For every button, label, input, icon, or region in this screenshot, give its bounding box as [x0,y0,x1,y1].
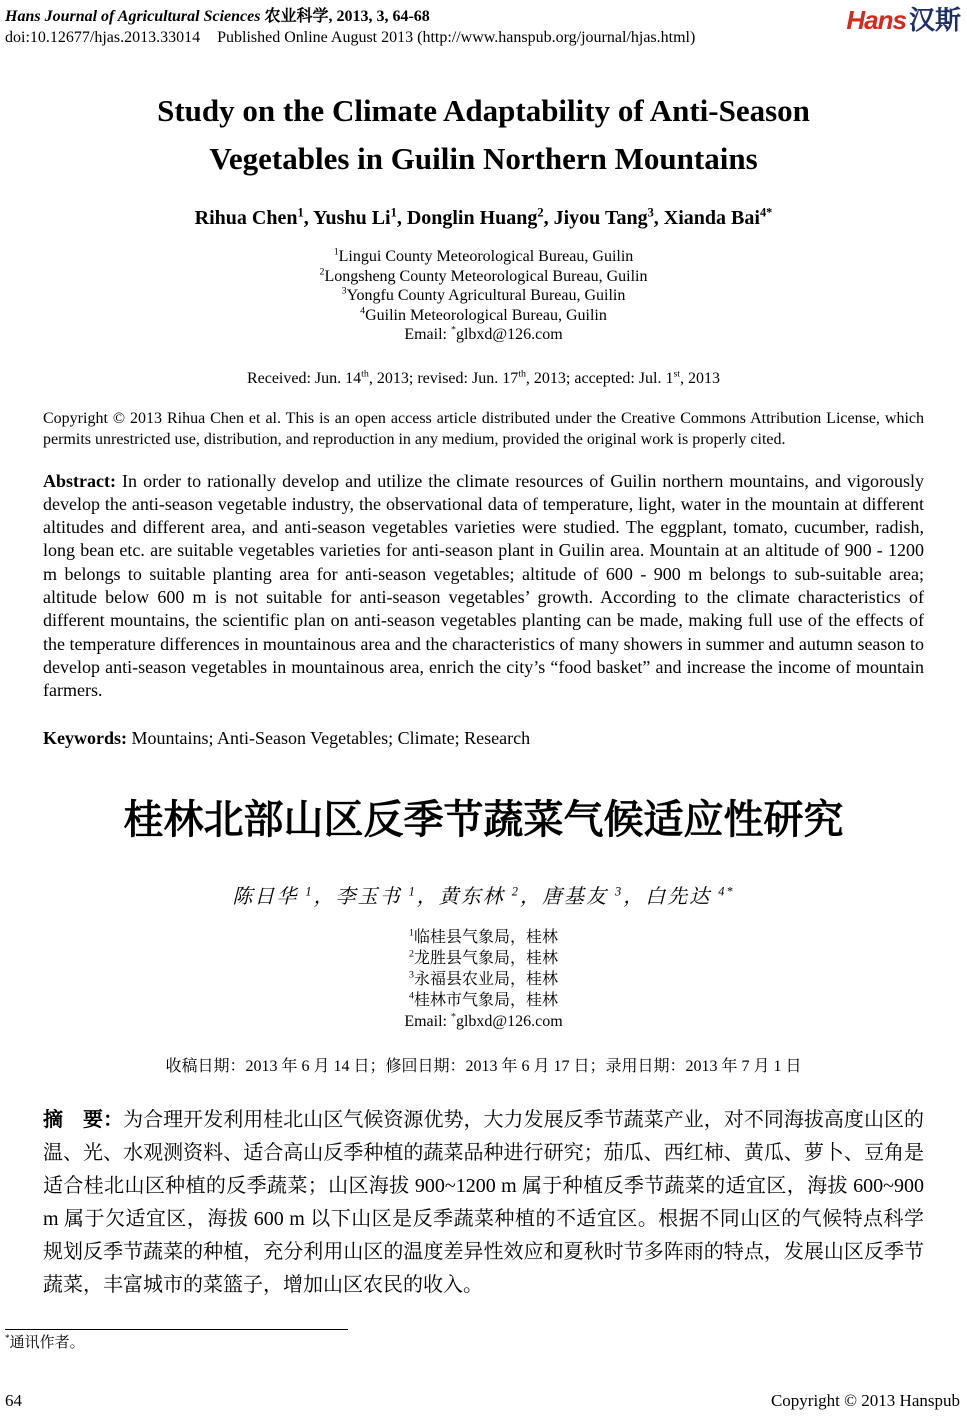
author-affiliation-sup: 4* [759,205,773,220]
author-name-zh: 陈日华 [232,886,306,909]
author-name-zh: ，李玉书 [313,886,409,909]
affiliation-line [43,306,924,326]
dates-segment: Received: Jun. 14 [246,369,362,387]
affiliation-line-zh [43,990,924,1011]
page-number: 64 [5,1391,22,1410]
email-line [43,325,924,345]
author-name-zh: ，白先达 [623,886,719,909]
abstract-text: In order to rationally develop and utilize the climate resources of Guilin northern mountains, and vigorously develop the anti-season vegetable industry, the observational data of temperature, light, water in the mountain at different altitudes and different area, and anti-season vegetables varieties were studied. The eggplant, tomato, cucumber, radish, long bean etc. are suitable vegetables varieties for anti-season plant in Guilin area. Mountain at an altitude of 900 - 1200 m belongs to suitable planting area for anti-season vegetables; altitude of 600 - 900 m belongs to sub-suitable area; altitude below 600 m is not suitable for anti-season vegetables’ growth. According to the climate characteristics of different mountains, the scientific plan on anti-season vegetables planting can be made, making full use of the effects of the temperature differences in mountainous area and the characteristics of many showers in summer and autumn season to develop anti-season vegetables in mountainous area, enrich the city’s “food basket” and increase the income of mountain farmers. [43,470,924,701]
ordinal-sup: th [518,368,526,380]
article-title-en: Study on the Climate Adaptability of Anti-Season Vegetables in Guilin Northern Mountains [157,93,810,176]
affiliation-sup: 4 [409,991,414,1003]
affiliation-text: Yongfu County Agricultural Bureau, Guilin [346,287,626,304]
article-body [0,87,967,1302]
journal-title-line [5,6,695,27]
abstract-en [43,470,924,703]
affiliation-line-zh [43,948,924,969]
affiliation-sup: 3 [341,285,347,297]
authors-en [43,205,924,232]
footer-copyright: Copyright © 2013 Hanspub [770,1391,960,1410]
dates-segment: , 2013; revised: Jun. 17 [368,369,519,387]
journal-info [5,6,695,49]
keywords-label: Keywords: [43,728,127,749]
affiliation-line-zh [43,969,924,990]
affiliation-sup: 4 [360,305,366,317]
doi-line [5,27,695,49]
affiliations-zh [43,927,924,1032]
dates-segment: , 2013; accepted: Jul. 1 [525,369,674,387]
affiliation-text-zh: 永福县农业局，桂林 [413,971,558,989]
hans-logo [846,6,961,34]
affiliation-text-zh: 桂林市气象局，桂林 [413,992,558,1010]
author-name: , Donglin Huang [396,207,538,229]
email-address: glbxd@126.com [455,1013,563,1031]
author-affiliation-sup: 1 [390,205,397,220]
hans-logo-en-text: Hans [846,5,906,35]
affiliation-line [43,247,924,267]
journal-title-en: Hans Journal of Agricultural Sciences [5,8,261,25]
author-name: , Jiyou Tang [543,207,648,229]
abstract-label: Abstract: [43,470,116,491]
affiliation-sup: 1 [333,246,339,258]
abstract-zh [43,1104,924,1302]
keywords [43,726,924,750]
hans-logo-zh-text: 汉斯 [908,5,961,35]
author-name-zh: ，黄东林 [416,886,512,909]
affiliation-text-zh: 临桂县气象局，桂林 [413,929,558,947]
author-name-zh: ，唐基友 [520,886,615,909]
affiliation-sup: 3 [409,970,414,982]
footnote-asterisk: * [5,1334,10,1344]
dates-en [43,368,924,389]
corresponding-author-asterisk: * [450,324,456,336]
dates-segment: , 2013 [680,369,721,387]
affiliation-sup: 2 [409,949,414,961]
email-line [43,1011,924,1032]
affiliation-sup: 1 [409,928,414,940]
page-footer [5,1391,960,1411]
affiliation-text-zh: 龙胜县气象局，桂林 [413,950,558,968]
author-affiliation-sup: 1 [297,205,304,220]
page-header [0,0,967,49]
author-affiliation-sup: 3 [615,884,624,899]
journal-title-zh: 农业科学, 2013, 3, 64-68 [264,8,430,25]
author-affiliation-sup: 2 [537,205,544,220]
article-title-zh: 桂林北部山区反季节蔬菜气候适应性研究 [123,798,844,843]
author-name: Rihua Chen [194,207,298,229]
footnote [5,1329,348,1354]
affiliation-line [43,267,924,287]
email-label: Email: [404,326,451,343]
ordinal-sup: th [361,368,369,380]
affiliations-en [43,247,924,345]
footnote-text-line [5,1333,348,1354]
footnote-text: 通讯作者。 [9,1335,85,1351]
author-affiliation-sup: 1 [408,884,417,899]
author-affiliation-sup: 3 [647,205,654,220]
email-address: glbxd@126.com [455,326,563,343]
author-affiliation-sup: 4* [718,884,735,899]
copyright-notice: Copyright © 2013 Rihua Chen et al. This is an open access article distributed under the Creative Commons Attribution License, which permits unrestricted use, distribution, and reproduction in any medium, provided the original work is properly cited. [43,409,924,448]
author-name: , Yushu Li [303,207,391,229]
author-affiliation-sup: 2 [511,884,520,899]
authors-zh [43,884,924,911]
keywords-text: Mountains; Anti-Season Vegetables; Climate; Research [127,728,531,749]
affiliation-text: Guilin Meteorological Bureau, Guilin [365,306,607,324]
abstract-text-zh: 为合理开发利用桂北山区气候资源优势，大力发展反季节蔬菜产业，对不同海拔高度山区的温、光、水观测资料、适合高山反季种植的蔬菜品种进行研究；茄瓜、西红柿、黄瓜、萝卜、豆角是适合桂北山区种植的反季蔬菜；山区海拔 900~1200 m 属于种植反季节蔬菜的适宜区，海拔 600~900 m 属于欠适宜区，海拔 600 m 以下山区是反季蔬菜种植的不适宜区。根据不同山区的气候特点科学规划反季节蔬菜的种植，充分利用山区的温度差异性效应和夏秋时节多阵雨的特点，发展山区反季节蔬菜，丰富城市的菜篮子，增加山区农民的收入。 [43,1109,925,1297]
doi-text: doi:10.12677/hjas.2013.33014 [5,29,201,46]
email-label: Email: [404,1013,451,1031]
published-online-text: Published Online August 2013 (http://www.hanspub.org/journal/hjas.html) [217,29,696,46]
abstract-label-zh: 摘 要： [43,1109,124,1132]
affiliation-text: Lingui County Meteorological Bureau, Guilin [338,248,634,265]
dates-zh: 收稿日期：2013 年 6 月 14 日；修回日期：2013 年 6 月 17 日；录用日期：2013 年 7 月 1 日 [165,1058,802,1076]
affiliation-sup: 2 [319,266,325,278]
author-name: , Xianda Bai [653,207,760,229]
footnote-rule [5,1329,348,1330]
ordinal-sup: st [673,368,681,380]
corresponding-author-asterisk: * [450,1012,456,1024]
affiliation-text: Longsheng County Meteorological Bureau, Guilin [324,267,648,285]
author-affiliation-sup: 1 [305,884,314,899]
affiliation-line [43,286,924,306]
affiliation-line-zh [43,927,924,948]
